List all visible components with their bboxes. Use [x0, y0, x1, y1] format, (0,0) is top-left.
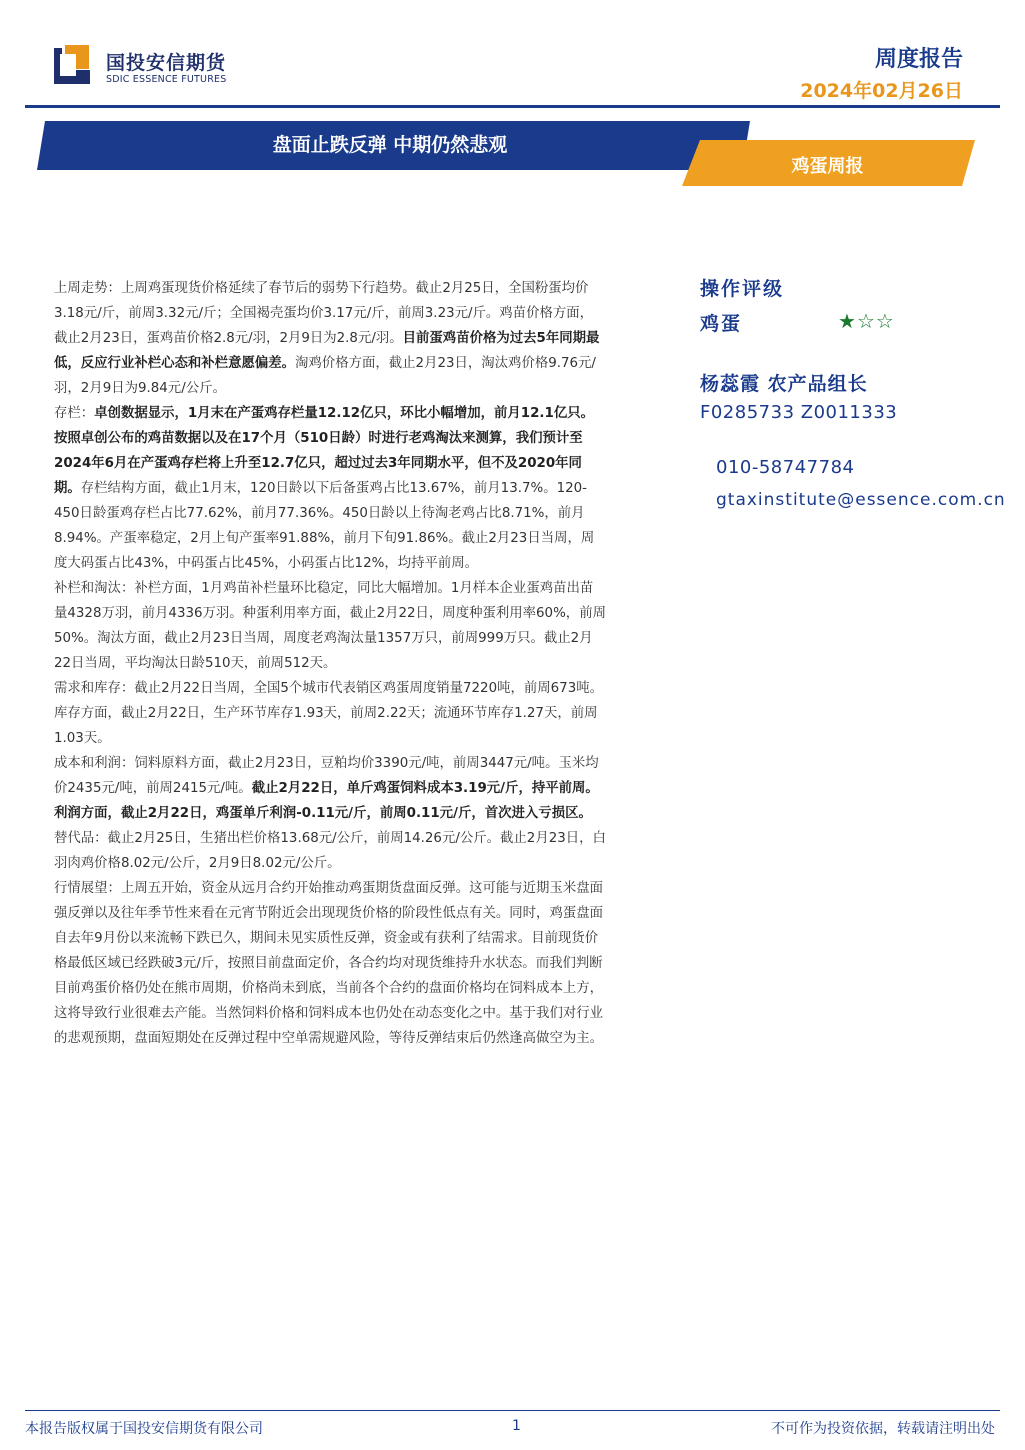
report-type: 周度报告 [874, 47, 963, 72]
body-paragraph [54, 276, 606, 401]
analyst-license: F0285733 Z0011333 [700, 402, 898, 423]
footer-disclaimer: 不可作为投资依据，转载请注明出处 [771, 1421, 995, 1437]
star-filled-icon: ★ [838, 309, 857, 333]
star-empty-icon: ☆ [856, 309, 876, 333]
body-paragraph [54, 826, 606, 876]
rating-title: 操作评级 [700, 278, 785, 300]
report-body [54, 276, 606, 1051]
report-sidebar [700, 274, 1020, 510]
rating-commodity: 鸡蛋 [700, 313, 743, 335]
footer-copyright: 本报告版权属于国投安信期货有限公司 [25, 1421, 263, 1437]
report-category-tag: 鸡蛋周报 [791, 156, 864, 177]
report-title: 盘面止跌反弹 中期仍然悲观 [272, 134, 508, 156]
paragraph-lead-text: 成本和利润：饲料原料方面，截止2月23日，豆粕均价3390元/吨，前周3447元/吨。玉米均价2435元/吨，前周2415元/吨。 [54, 756, 599, 796]
rating-row [700, 309, 1020, 335]
paragraph-bold-text: 截止2月22日，单斤鸡蛋饲料成本3.19元/斤，持平前周。利润方面，截止2月22日，鸡蛋单斤利润-0.11元/斤，前周0.11元/斤，首次进入亏损区。 [54, 781, 599, 821]
page-number: 1 [512, 1418, 521, 1434]
paragraph-lead-text: 补栏和淘汰：补栏方面，1月鸡苗补栏量环比稳定，同比大幅增加。1月样本企业蛋鸡苗出苗量4328万羽，前月4336万羽。种蛋利用率方面，截止2月22日，周度种蛋利用率60%，前周50%。淘汰方面，截止2月23日当周，周度老鸡淘汰量1357万只，前周999万只。截止2月22日当周，平均淘汰日龄510天，前周512天。 [54, 581, 606, 671]
paragraph-lead-text: 上周走势：上周鸡蛋现货价格延续了春节后的弱势下行趋势。截止2月25日，全国粉蛋均价3.18元/斤，前周3.32元/斤；全国褐壳蛋均价3.17元/斤，前周3.23元/斤。鸡苗价格方面，截止2月23日，蛋鸡苗价格2.8元/羽，2月9日为2.8元/羽。 [54, 281, 594, 346]
analyst-name: 杨蕊霞 农产品组长 [700, 373, 868, 395]
paragraph-tail-text: 存栏结构方面，截止1月末，120日龄以下后备蛋鸡占比13.67%，前月13.7%。120-450日龄蛋鸡存栏占比77.62%，前月77.36%。450日龄以上待淘老鸡占比8.71%，前月8.94%。产蛋率稳定，2月上旬产蛋率91.88%，前月下旬91.86%。截止2月23日当周，周度大码蛋占比43%，中码蛋占比45%，小码蛋占比12%，均持平前周。 [54, 481, 595, 571]
footer-divider [25, 1410, 1000, 1411]
paragraph-bold-text: 目前蛋鸡苗价格为过去5年同期最低，反应行业补栏心态和补栏意愿偏差。 [54, 331, 600, 371]
paragraph-lead-text: 替代品：截止2月25日，生猪出栏价格13.68元/公斤，前周14.26元/公斤。截止2月23日，白羽肉鸡价格8.02元/公斤，2月9日8.02元/公斤。 [54, 831, 606, 871]
paragraph-tail-text: 淘鸡价格方面，截止2月23日，淘汰鸡价格9.76元/羽，2月9日为9.84元/公斤。 [54, 356, 596, 396]
company-logo [54, 42, 254, 90]
body-paragraph [54, 576, 606, 676]
paragraph-lead-text: 需求和库存：截止2月22日当周，全国5个城市代表销区鸡蛋周度销量7220吨，前周673吨。库存方面，截止2月22日，生产环节库存1.93天，前周2.22天；流通环节库存1.27天，前周1.03天。 [54, 681, 603, 746]
report-date: 2024年02月26日 [800, 80, 963, 102]
logo-text-cn: 国投安信期货 [106, 52, 227, 74]
paragraph-bold-text: 卓创数据显示，1月末在产蛋鸡存栏量12.12亿只，环比小幅增加，前月12.1亿只。按照卓创公布的鸡苗数据以及在17个月（510日龄）时进行老鸡淘汰来测算，我们预计至2024年6月在产蛋鸡存栏将上升至12.7亿只，超过过去3年同期水平，但不及2020年同期。 [54, 406, 594, 496]
body-paragraph [54, 751, 606, 826]
body-paragraph [54, 676, 606, 751]
body-paragraph [54, 401, 606, 576]
contact-phone: 010-58747784 [716, 457, 855, 478]
logo-mark-icon [54, 42, 96, 84]
paragraph-lead-text: 存栏： [54, 406, 95, 421]
contact-email[interactable]: gtaxinstitute@essence.com.cn [716, 490, 1006, 510]
star-empty-icon: ☆ [875, 309, 895, 333]
body-paragraph [54, 876, 606, 1051]
star-rating-icon [838, 309, 895, 333]
paragraph-lead-text: 行情展望：上周五开始，资金从远月合约开始推动鸡蛋期货盘面反弹。这可能与近期玉米盘面强反弹以及往年季节性来看在元宵节附近会出现现货价格的阶段性低点有关。同时，鸡蛋盘面自去年9月份以来流畅下跌已久，期间未见实质性反弹，资金或有获利了结需求。目前现货价格最低区域已经跌破3元/斤，按照目前盘面定价，各合约均对现货维持升水状态。而我们判断目前鸡蛋价格仍处在熊市周期，价格尚未到底，当前各个合约的盘面价格均在饲料成本上方，这将导致行业很难去产能。当然饲料价格和饲料成本也仍处在动态变化之中。基于我们对行业的悲观预期，盘面短期处在反弹过程中空单需规避风险，等待反弹结束后仍然逢高做空为主。 [54, 881, 604, 1046]
header-divider [25, 105, 1000, 108]
logo-text-en: SDIC ESSENCE FUTURES [106, 74, 227, 85]
